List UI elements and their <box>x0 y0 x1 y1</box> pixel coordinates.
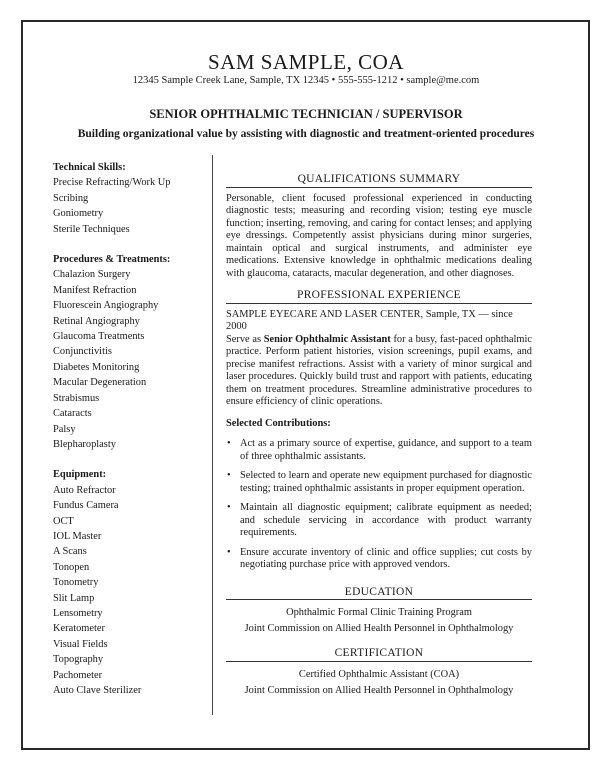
education-institution: Joint Commission on Allied Health Personnel in Ophthalmology <box>244 623 514 634</box>
certification-name: Certified Ophthalmic Assistant (COA) <box>298 668 460 680</box>
employer-line: SAMPLE EYECARE AND LASER CENTER, Sample, TX — since 2000 <box>226 308 513 332</box>
list-item: Auto Refractor <box>53 484 116 496</box>
list-item: Conjunctivitis <box>53 346 112 358</box>
list-item: Pachometer <box>53 669 103 681</box>
list-item: Chalazion Surgery <box>53 269 131 281</box>
list-item: Strabismus <box>53 392 100 404</box>
list-item: Precise Refracting/Work Up <box>53 177 171 189</box>
list-item: Diabetes Monitoring <box>53 361 140 373</box>
equipment-heading: Equipment: <box>53 469 107 481</box>
list-item: Fluorescein Angiography <box>53 300 159 312</box>
certification-institution: Joint Commission on Allied Health Personnel in Ophthalmology <box>244 684 514 696</box>
list-item: Glaucoma Treatments <box>53 331 145 343</box>
procedures-heading: Procedures & Treatments: <box>53 254 171 266</box>
list-item: Auto Clave Sterilizer <box>53 685 142 696</box>
certification-heading: CERTIFICATION <box>226 647 532 662</box>
list-item: Manifest Refraction <box>53 284 137 296</box>
experience-intro: Serve as Senior Ophthalmic Assistant for a busy, fast-paced ophthalmic practice. Perform patient histories, vision screenings, pupil exams, and precise manifest refractions. Assist with a variety of minor surgical and laser procedures. Quickly build trust and rapport with patients, educating them on treatment procedures. Streamline administrative procedures to ensure efficiency of clinic operations. <box>226 333 532 407</box>
list-item: Goniometry <box>53 208 104 220</box>
list-item: • Ensure accurate inventory of clinic and office supplies; cut costs by negotiating purchase price with approved vendors. <box>226 547 532 572</box>
column-divider <box>212 155 213 715</box>
technical-skills-heading: Technical Skills: <box>53 162 126 173</box>
list-item: Macular Degeneration <box>53 377 147 389</box>
candidate-name: SAM SAMPLE, COA <box>208 50 404 74</box>
summary-text: Personable, client focused professional experienced in conducting diagnostic tests; measuring and recording vision; testing eye muscle function; inserting, removing, and caring for contact lenses; and applying eye dressings. Competently assist physicians during minor surgeries, maintain optical and surgical instruments, and administer eye medications. Extensive knowledge in ophthalmic medications dealing with glaucoma, cataracts, macular degeneration, and other diagnoses. <box>226 192 532 279</box>
list-item: • Maintain all diagnostic equipment; calibrate equipment as needed; and schedule servicing in accordance with product warranty requirements. <box>226 502 532 540</box>
main-content <box>226 173 532 699</box>
role-title: Senior Ophthalmic Assistant <box>263 333 391 345</box>
list-item: Lensometry <box>53 607 103 619</box>
procedures-list <box>53 267 211 452</box>
list-item: Fundus Camera <box>53 500 119 512</box>
technical-skills-list <box>53 175 211 237</box>
list-item: Topography <box>53 654 104 666</box>
list-item: Visual Fields <box>53 638 108 650</box>
contact-line: 12345 Sample Creek Lane, Sample, TX 12345 • 555-555-1212 • sample@me.com <box>132 75 480 86</box>
equipment-list <box>53 483 211 699</box>
list-item: Cataracts <box>53 408 92 420</box>
list-item: Keratometer <box>53 623 105 635</box>
list-item: • Selected to learn and operate new equipment purchased for diagnostic testing; trained ophthalmic assistants in proper equipment operation. <box>226 470 532 495</box>
list-item: Retinal Angiography <box>53 315 140 327</box>
list-item: A Scans <box>53 546 87 558</box>
list-item: Scribing <box>53 192 89 204</box>
list-item: Tonometry <box>53 577 99 589</box>
list-item: Sterile Techniques <box>53 223 130 235</box>
job-title: SENIOR OPHTHALMIC TECHNICIAN / SUPERVISOR <box>149 107 463 121</box>
list-item: Blepharoplasty <box>53 438 116 450</box>
list-item: • Act as a primary source of expertise, guidance, and support to a team of three ophthalmic assistants. <box>226 438 532 463</box>
sidebar <box>53 160 211 698</box>
education-heading: EDUCATION <box>226 586 532 601</box>
summary-heading: QUALIFICATIONS SUMMARY <box>226 173 532 188</box>
list-item: Palsy <box>53 423 76 435</box>
list-item: Slit Lamp <box>53 592 95 604</box>
list-item: Tonopen <box>53 561 90 573</box>
contributions-list <box>226 438 532 572</box>
education-program: Ophthalmic Formal Clinic Training Program <box>286 607 472 618</box>
contributions-heading: Selected Contributions: <box>226 417 331 429</box>
list-item: IOL Master <box>53 530 102 542</box>
list-item: OCT <box>53 515 74 527</box>
experience-heading: PROFESSIONAL EXPERIENCE <box>226 289 532 304</box>
tagline: Building organizational value by assisting with diagnostic and treatment-oriented procedures <box>77 128 535 140</box>
